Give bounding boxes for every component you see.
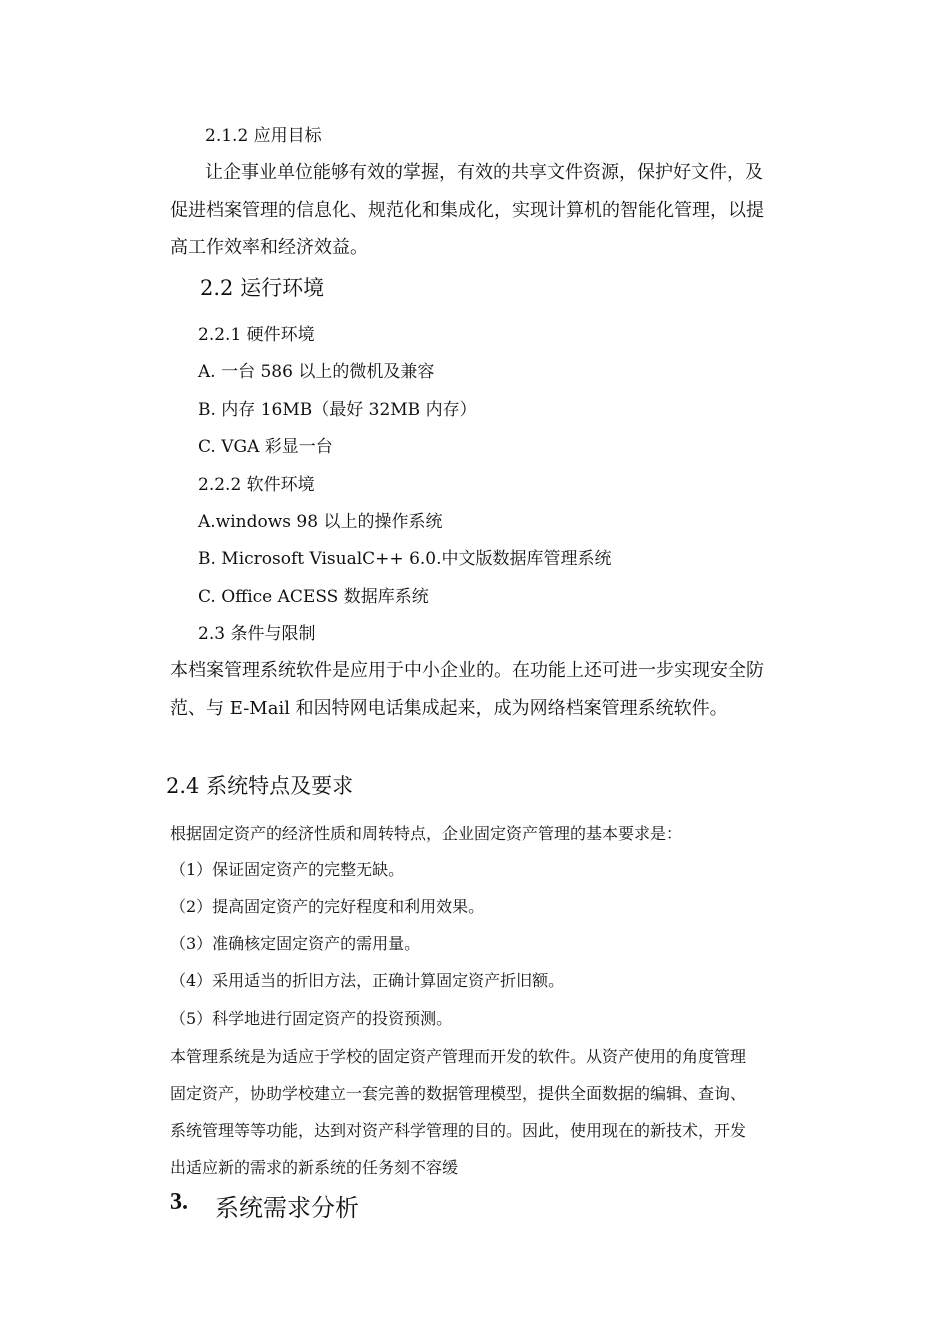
heading-2-4: 2.4 系统特点及要求: [166, 774, 354, 798]
paragraph-line: 固定资产，协助学校建立一套完善的数据管理模型，提供全面数据的编辑、查询、: [170, 1084, 747, 1103]
hardware-item: C. VGA 彩显一台: [198, 437, 333, 457]
requirement-item: （5）科学地进行固定资产的投资预测。: [170, 1009, 453, 1028]
heading-2-3: 2.3 条件与限制: [198, 624, 316, 644]
paragraph-line: 出适应新的需求的新系统的任务刻不容缓: [170, 1158, 459, 1177]
paragraph-line: 系统管理等等功能，达到对资产科学管理的目的。因此，使用现在的新技术，开发: [170, 1121, 747, 1140]
paragraph-line: 本管理系统是为适应于学校的固定资产管理而开发的软件。从资产使用的角度管理: [170, 1047, 747, 1066]
requirement-item: （2）提高固定资产的完好程度和利用效果。: [170, 897, 485, 916]
paragraph-line: 根据固定资产的经济性质和周转特点，企业固定资产管理的基本要求是：: [170, 824, 683, 843]
paragraph-line: 高工作效率和经济效益。: [170, 237, 368, 258]
software-item: A.windows 98 以上的操作系统: [198, 512, 443, 532]
paragraph-line: 范、与 E-Mail 和因特网电话集成起来，成为网络档案管理系统软件。: [170, 698, 728, 719]
requirement-item: （4）采用适当的折旧方法，正确计算固定资产折旧额。: [170, 971, 565, 990]
requirement-item: （1）保证固定资产的完整无缺。: [170, 860, 405, 879]
software-item: C. Office ACESS 数据库系统: [198, 587, 429, 607]
paragraph-line: 让企事业单位能够有效的掌握，有效的共享文件资源，保护好文件，及: [205, 162, 763, 183]
heading-2-1-2: 2.1.2 应用目标: [205, 126, 322, 146]
software-item: B. Microsoft VisualC++ 6.0.中文版数据库管理系统: [198, 549, 612, 569]
paragraph-line: 促进档案管理的信息化、规范化和集成化，实现计算机的智能化管理，以提: [170, 200, 764, 221]
hardware-item: A. 一台 586 以上的微机及兼容: [198, 362, 435, 382]
heading-2-2-1: 2.2.1 硬件环境: [198, 325, 315, 345]
heading-2-2: 2.2 运行环境: [200, 276, 325, 300]
paragraph-line: 本档案管理系统软件是应用于中小企业的。在功能上还可进一步实现安全防: [170, 660, 764, 681]
section-3-number: 3.: [170, 1189, 188, 1215]
hardware-item: B. 内存 16MB（最好 32MB 内存）: [198, 400, 477, 420]
requirement-item: （3）准确核定固定资产的需用量。: [170, 934, 421, 953]
heading-2-2-2: 2.2.2 软件环境: [198, 475, 315, 495]
section-3-title: 系统需求分析: [215, 1194, 359, 1222]
